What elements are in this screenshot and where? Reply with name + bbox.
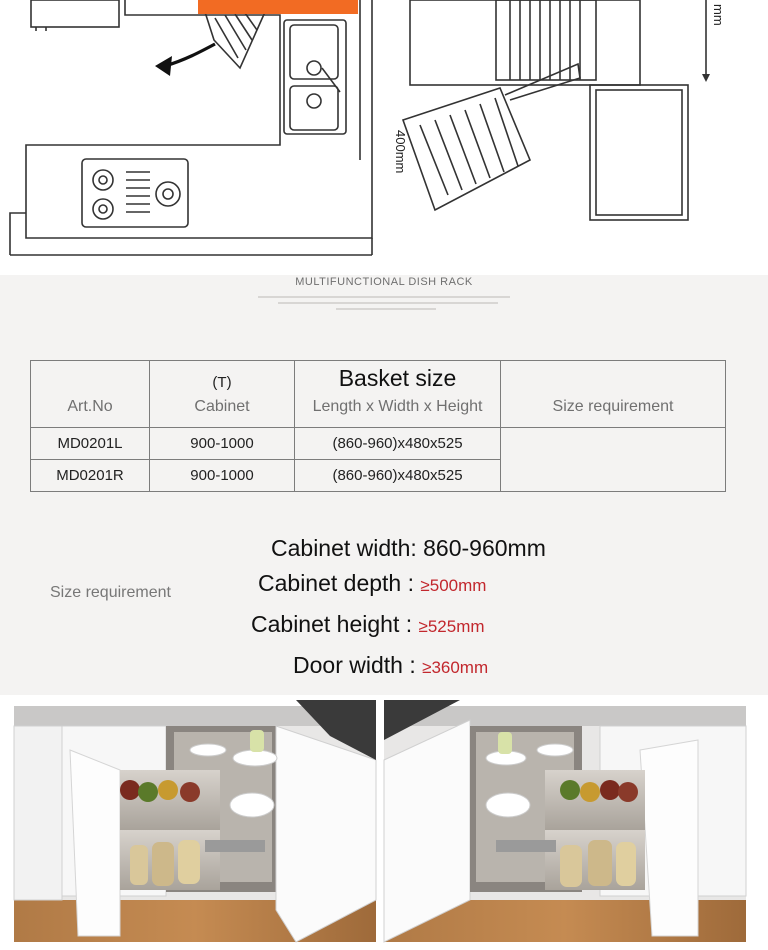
requirement-cabinet-depth	[258, 570, 486, 597]
spec-title: MULTIFUNCTIONAL DISH RACK	[295, 276, 473, 288]
requirement-door-width	[293, 652, 488, 679]
size-requirement-label: Size requirement	[50, 584, 171, 601]
kitchen-plan-svg	[0, 0, 768, 275]
photo-right-corner-basket	[384, 700, 746, 942]
fine-print-line	[258, 296, 510, 298]
kitchen-layout-drawing	[0, 0, 768, 275]
cell-art-no: MD0201R	[31, 460, 150, 492]
arrow-icon	[155, 56, 172, 76]
wall-cabinet	[31, 0, 119, 27]
requirement-label: Cabinet depth :	[258, 570, 415, 596]
header-cabinet: (T) Cabinet	[150, 361, 295, 428]
cell-size-requirement	[501, 428, 726, 492]
cell-cabinet: 900-1000	[150, 460, 295, 492]
table-row	[31, 428, 726, 460]
requirement-label: Door width :	[293, 652, 416, 678]
requirement-value: ≥360mm	[422, 658, 489, 677]
cell-basket: (860-960)x480x525	[295, 460, 501, 492]
fine-print-line	[336, 308, 436, 310]
header-art-no: Art.No	[31, 361, 150, 428]
requirement-label: Cabinet width: 860-960mm	[271, 535, 546, 561]
requirement-value: ≥525mm	[418, 617, 485, 636]
requirement-label: Cabinet height :	[251, 611, 413, 637]
photo-left-corner-basket	[14, 700, 376, 942]
orange-counter-strip	[198, 0, 358, 14]
header-basket-size: Basket size Length x Width x Height	[295, 361, 501, 428]
dimension-label-400mm: 400mm	[393, 130, 408, 174]
requirement-cabinet-height	[251, 611, 485, 638]
dimension-label-fragment: mm	[711, 4, 726, 26]
product-photos	[0, 700, 768, 945]
cell-art-no: MD0201L	[31, 428, 150, 460]
header-basket-size-title: Basket size	[338, 365, 457, 391]
fine-print-line	[278, 302, 498, 304]
product-photos-svg	[0, 700, 768, 945]
cell-basket: (860-960)x480x525	[295, 428, 501, 460]
requirement-cabinet-width	[271, 535, 546, 562]
header-size-requirement: Size requirement	[501, 361, 726, 428]
requirement-value: ≥500mm	[420, 576, 487, 595]
cell-cabinet: 900-1000	[150, 428, 295, 460]
header-cabinet-unit: (T)	[212, 374, 232, 391]
spec-table	[30, 360, 726, 492]
